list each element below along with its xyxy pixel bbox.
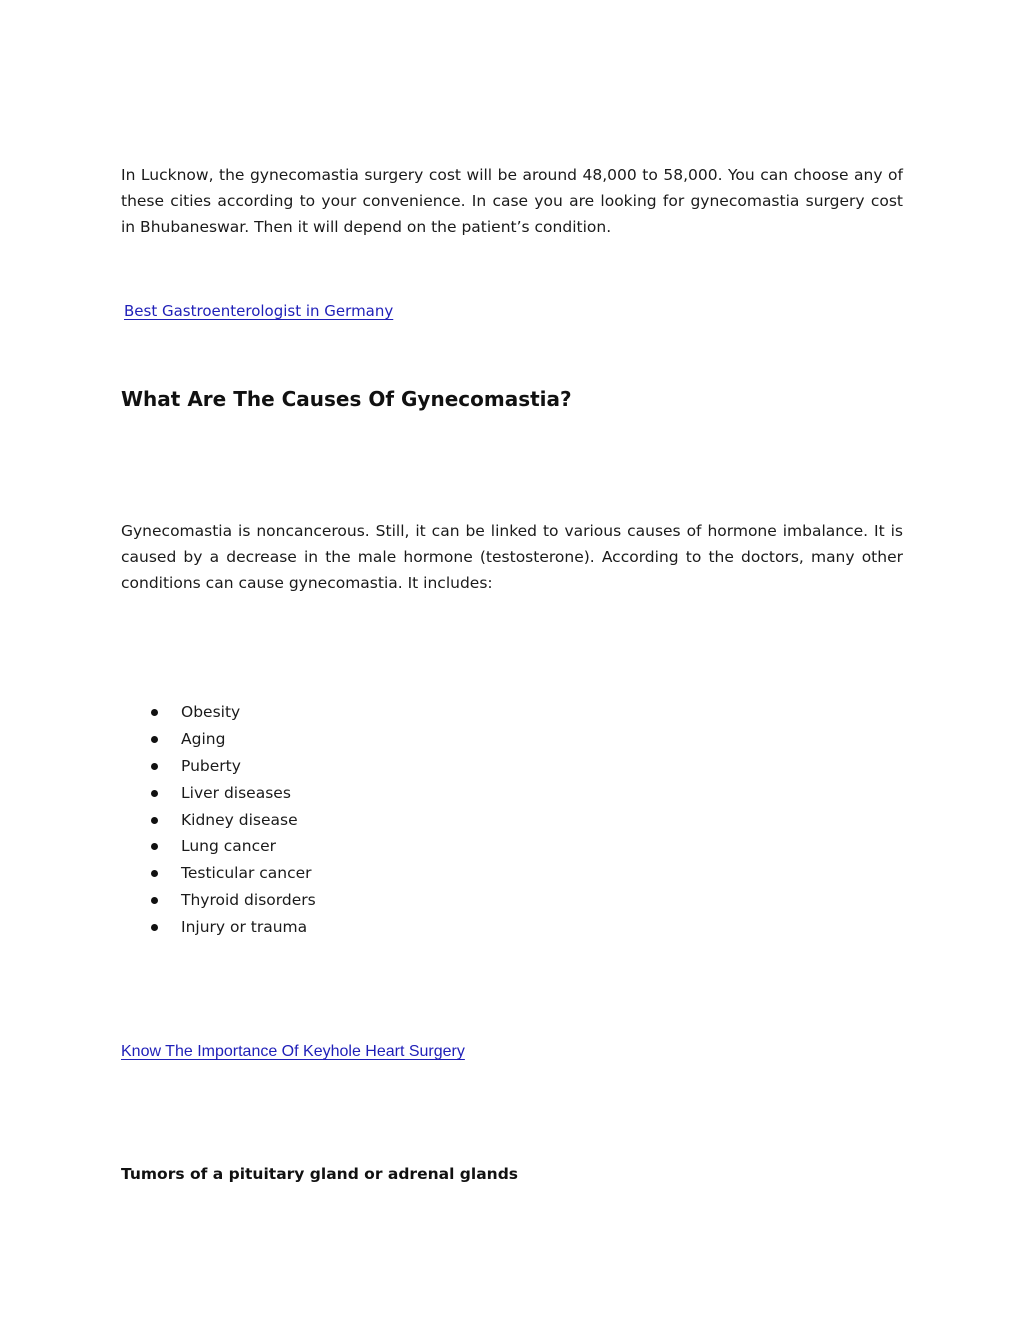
list-item: Puberty <box>148 753 316 780</box>
list-item: Testicular cancer <box>148 860 316 887</box>
keyhole-heart-surgery-link[interactable]: Know The Importance Of Keyhole Heart Surgery <box>121 1043 465 1060</box>
list-item: Injury or trauma <box>148 914 316 941</box>
tumors-subheading: Tumors of a pituitary gland or adrenal glands <box>121 1165 519 1183</box>
list-item: Obesity <box>148 699 316 726</box>
list-item: Lung cancer <box>148 833 316 860</box>
list-item: Kidney disease <box>148 807 316 834</box>
list-item: Liver diseases <box>148 780 316 807</box>
best-gastroenterologist-link[interactable]: Best Gastroenterologist in Germany <box>124 302 394 320</box>
list-item: Aging <box>148 726 316 753</box>
list-item: Thyroid disorders <box>148 887 316 914</box>
causes-paragraph: Gynecomastia is noncancerous. Still, it can be linked to various causes of hormone imbalance. It is caused by a decrease in the male hormone (testosterone). According to the doctors, many other conditions can cause gynecomastia. It includes: <box>121 522 903 592</box>
causes-list <box>148 699 316 941</box>
causes-heading: What Are The Causes Of Gynecomastia? <box>121 387 572 411</box>
intro-paragraph: In Lucknow, the gynecomastia surgery cost will be around 48,000 to 58,000. You can choose any of these cities according to your convenience. In case you are looking for gynecomastia surgery cost in Bhubaneswar. Then it will depend on the patient’s condition. <box>121 166 903 236</box>
